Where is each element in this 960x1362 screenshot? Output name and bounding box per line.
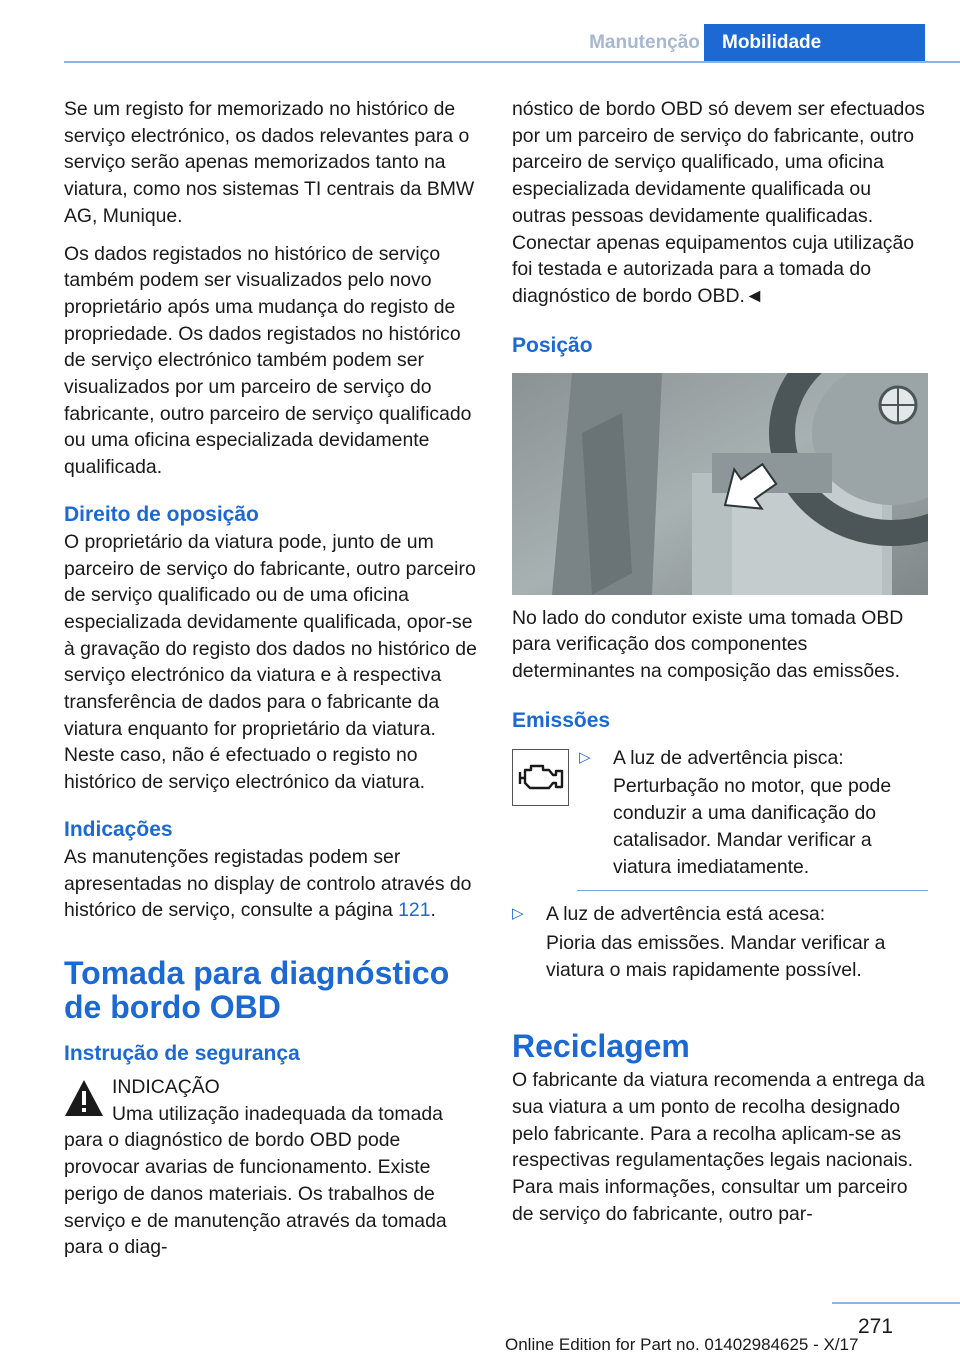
heading-emissoes: Emissões bbox=[512, 708, 611, 732]
emissions-item-acesa bbox=[512, 901, 928, 985]
tab-manutencao[interactable]: Manutenção bbox=[589, 32, 700, 53]
item-pisca-text: Perturbação no motor, que pode conduzir a uma danificação do catalisador. Mandar verificar a viatura imediatamente. bbox=[613, 775, 892, 878]
paragraph-registo: Se um registo for memorizado no histórico de serviço electrónico, os dados relevantes para o serviço serão apenas memorizados tanto na viatura, como nos sistemas TI centrais da BMW AG, Munique. bbox=[64, 98, 475, 227]
obd-socket-photo bbox=[512, 373, 928, 595]
indicacoes-text: As manutenções registadas podem ser apresentadas no display de controlo através do histórico de serviço, consulte a página bbox=[64, 845, 472, 922]
heading-tomada-obd: Tomada para diagnóstico de bordo OBD bbox=[64, 954, 450, 1025]
divider-1 bbox=[577, 890, 928, 891]
left-column bbox=[64, 96, 480, 1261]
heading-posicao: Posição bbox=[512, 333, 593, 357]
emissions-list bbox=[569, 745, 928, 883]
notice-text: Uma utilização inadequada da tomada para o diagnóstico de bordo OBD pode provocar avarias de funcionamento. Existe perigo de danos materiais. Os trabalhos de serviço e de manutenção através da tomada para o diag- bbox=[64, 1102, 447, 1259]
indicacoes-end: . bbox=[430, 899, 436, 922]
item-acesa-title: A luz de advertência está acesa: bbox=[546, 903, 826, 926]
page-link-121[interactable]: 121 bbox=[398, 899, 431, 922]
emissions-block bbox=[512, 745, 928, 883]
paragraph-posicao: No lado do condutor existe uma tomada OBD para verificação dos componentes determinantes na composição das emissões. bbox=[512, 606, 904, 683]
footer-rule bbox=[832, 1302, 960, 1304]
emissions-item-pisca bbox=[579, 745, 928, 883]
paragraph-historico: Os dados registados no histórico de serviço também podem ser visualizados pelo novo proprietário após uma mudança do registo de propriedade. Os dados registados no histórico de serviço electrónico também podem ser visualizados por um parceiro de serviço do fabricante, outro parceiro de serviço qualificado ou uma oficina especializada devidamente qualificada. bbox=[64, 242, 472, 479]
tab-mobilidade[interactable]: Mobilidade bbox=[704, 24, 925, 62]
right-column bbox=[512, 96, 928, 1239]
item-acesa-text: Pioria das emissões. Mandar verificar a viatura o mais rapidamente possível. bbox=[546, 931, 886, 981]
header-rule bbox=[64, 61, 960, 63]
page-number: 271 bbox=[858, 1315, 894, 1338]
triangle-bullet-icon: ▷ bbox=[512, 905, 524, 923]
heading-reciclagem: Reciclagem bbox=[512, 1028, 690, 1065]
paragraph-oposicao: O proprietário da viatura pode, junto de um parceiro de serviço do fabricante, outro parceiro de serviço qualificado ou de uma oficina especializada devidamente qualificada, opor-se à gravação do registo dos dados no histórico de serviço electrónico da viatura e à respectiva transferência de dados para o fabricante da viatura enquanto for proprietário da viatura. Neste caso, não é efectuado o registo no histórico de serviço electrónico da viatura. bbox=[64, 530, 477, 794]
engine-icon-glyph bbox=[518, 762, 564, 792]
notice-title: INDICAÇÃO bbox=[112, 1075, 220, 1098]
heading-indicacoes: Indicações bbox=[64, 817, 173, 841]
warning-triangle-icon bbox=[64, 1078, 104, 1118]
edition-footer: Online Edition for Part no. 01402984625 - X/17 bbox=[505, 1335, 859, 1354]
engine-warning-icon bbox=[512, 749, 569, 806]
heading-direito-de-oposicao: Direito de oposição bbox=[64, 502, 259, 526]
item-pisca-title: A luz de advertência pisca: bbox=[613, 746, 844, 769]
safety-notice bbox=[64, 1074, 480, 1261]
paragraph-continuacao: nóstico de bordo OBD só devem ser efectuados por um parceiro de serviço do fabricante, outro parceiro de serviço qualificado, uma oficina especializada devidamente qualificada ou outras pessoas devidamente qualificadas. Conectar apenas equipamentos cuja utilização foi testada e autorizada para a tomada do diagnóstico de bordo OBD.◄ bbox=[512, 98, 925, 307]
triangle-bullet-icon: ▷ bbox=[579, 748, 591, 766]
paragraph-reciclagem: O fabricante da viatura recomenda a entrega da sua viatura a um ponto de recolha designado pelo fabricante. Para a recolha aplicam-se as respectivas regulamentações legais nacionais. Para mais informações, consultar um parceiro de serviço do fabricante, outro par- bbox=[512, 1069, 925, 1225]
header-tabs bbox=[585, 24, 925, 62]
heading-instrucao-de-seguranca: Instrução de segurança bbox=[64, 1041, 300, 1065]
paragraph-indicacoes bbox=[64, 844, 480, 924]
